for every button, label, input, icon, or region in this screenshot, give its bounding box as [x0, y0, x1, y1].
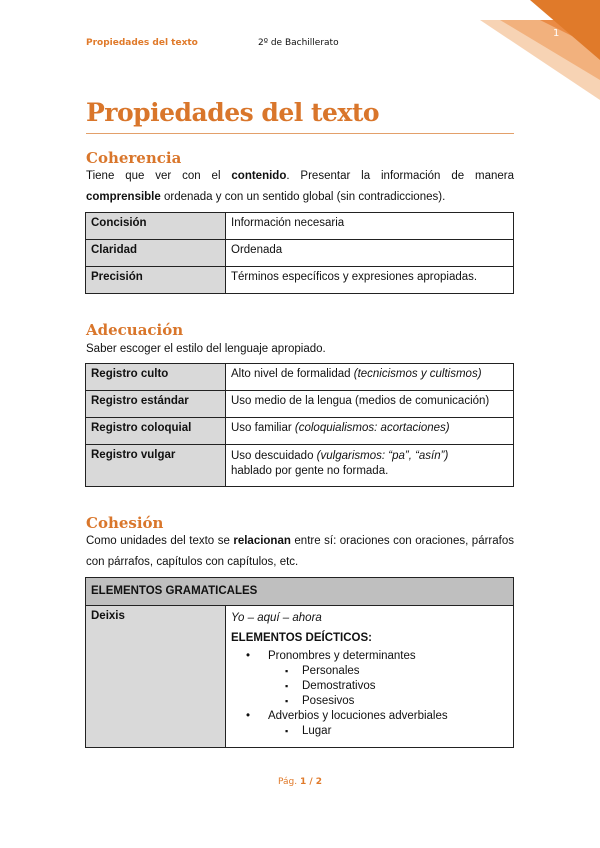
table-row — [86, 606, 514, 748]
table-value: Alto nivel de formalidad (tecnicismos y cultismos) — [226, 364, 514, 391]
page-title: Propiedades del texto — [86, 98, 380, 127]
heading-adecuacion: Adecuación — [86, 321, 184, 339]
table-value: Uso descuidado (vulgarismos: “pa”, “asín”) hablado por gente no formada. — [226, 445, 514, 487]
table-key: Deixis — [86, 606, 226, 748]
paragraph-adecuacion: Saber escoger el estilo del lenguaje apropiado. — [86, 343, 326, 355]
table-key: Precisión — [86, 267, 226, 294]
table-key: Registro coloquial — [86, 418, 226, 445]
corner-decoration — [460, 0, 600, 110]
heading-cohesion: Cohesión — [86, 514, 164, 532]
deicticos-list — [231, 649, 508, 739]
table-row — [86, 240, 514, 267]
table-cohesion — [85, 577, 514, 748]
list-item: ▪ Lugar — [231, 724, 508, 739]
table-row — [86, 267, 514, 294]
table-row — [86, 213, 514, 240]
deixis-line: Yo – aquí – ahora — [231, 612, 322, 624]
list-item: ▪ Personales — [231, 664, 508, 679]
table-header-row — [86, 578, 514, 606]
heading-coherencia: Coherencia — [86, 149, 182, 167]
table-value: Información necesaria — [226, 213, 514, 240]
table-coherencia — [85, 212, 514, 294]
table-row — [86, 391, 514, 418]
table-value: Uso familiar (coloquialismos: acortaciones) — [226, 418, 514, 445]
list-item: • Adverbios y locuciones adverbiales — [231, 709, 508, 724]
table-key: Registro estándar — [86, 391, 226, 418]
table-key: Claridad — [86, 240, 226, 267]
table-value: Ordenada — [226, 240, 514, 267]
table-key: Concisión — [86, 213, 226, 240]
header-page-number: 1 — [553, 28, 560, 39]
table-value: Términos específicos y expresiones apropiadas. — [226, 267, 514, 294]
list-item: • Pronombres y determinantes — [231, 649, 508, 664]
table-value: Uso medio de la lengua (medios de comunicación) — [226, 391, 514, 418]
table-key: Registro culto — [86, 364, 226, 391]
table-value — [226, 606, 514, 748]
header-document-title: Propiedades del texto — [86, 38, 198, 48]
paragraph-coherencia: Tiene que ver con el contenido. Presentar la información de manera comprensible ordenada y con un sentido global (sin contradicciones). — [86, 170, 514, 203]
table-adecuacion — [85, 363, 514, 487]
footer-pagination: Pág. 1 / 2 — [277, 777, 323, 787]
table-row — [86, 364, 514, 391]
paragraph-cohesion: Como unidades del texto se relacionan entre sí: oraciones con oraciones, párrafos con párrafos, capítulos con capítulos, etc. — [86, 535, 514, 568]
deicticos-title: ELEMENTOS DEÍCTICOS: — [231, 632, 372, 644]
table-row — [86, 418, 514, 445]
header-course: 2º de Bachillerato — [258, 38, 339, 48]
list-item: ▪ Demostrativos — [231, 679, 508, 694]
table-key: Registro vulgar — [86, 445, 226, 487]
list-item: ▪ Posesivos — [231, 694, 508, 709]
table-header: ELEMENTOS GRAMATICALES — [86, 578, 514, 606]
table-row — [86, 445, 514, 487]
title-underline — [86, 133, 514, 134]
